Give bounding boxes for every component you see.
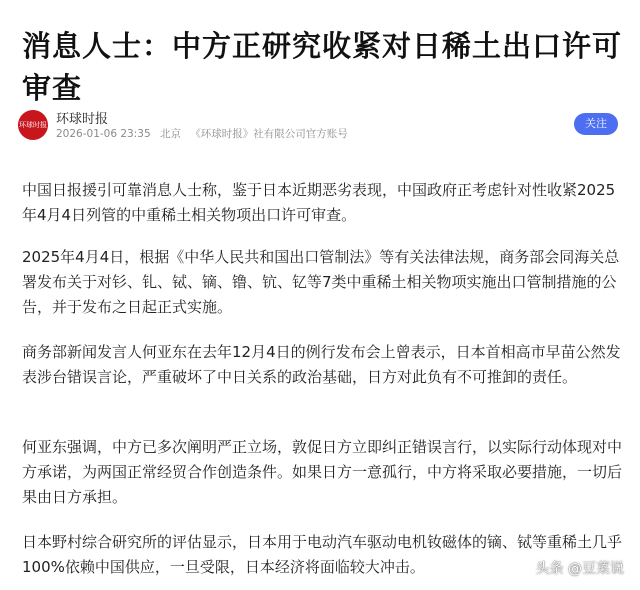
avatar[interactable]: 环球时报 <box>18 110 48 140</box>
author-name[interactable]: 环球时报 <box>56 112 109 127</box>
source-account: 《环球时报》社有限公司官方账号 <box>190 128 348 140</box>
publish-date: 2026-01-06 23:35 <box>56 128 151 140</box>
publish-location: 北京 <box>159 128 181 140</box>
follow-button[interactable]: 关注 <box>574 113 618 135</box>
paragraph-1: 中国日报援引可靠消息人士称，鉴于日本近期恶劣表现，中国政府正考虑针对性收紧2025年4月4日列管的中重稀土相关物项出口许可审查。 <box>22 181 616 224</box>
paragraph-4: 何亚东强调，中方已多次阐明严正立场，敦促日方立即纠正错误言行，以实际行动体现对中方承诺，为两国正常经贸合作创造条件。如果日方一意孤行，中方将采取必要措施，一切后果由日方承担。 <box>22 438 623 506</box>
article-title: 消息人士：中方正研究收紧对日稀土出口许可审查 <box>22 29 623 106</box>
article-meta <box>56 126 354 141</box>
paragraph-3: 商务部新闻发言人何亚东在去年12月4日的例行发布会上曾表示，日本首相高市早苗公然发表涉台错误言论，严重破坏了中日关系的政治基础，日方对此负有不可推卸的责任。 <box>22 343 621 386</box>
paragraph-2: 2025年4月4日，根据《中华人民共和国出口管制法》等有关法律法规，商务部会同海关总署发布关于对钐、钆、铽、镝、镥、钪、钇等7类中重稀土相关物项实施出口管制措施的公告，并于发布之日起正式实施。 <box>22 248 620 316</box>
watermark: 头条 @豆菜说 <box>534 558 626 578</box>
paragraph-5: 日本野村综合研究所的评估显示，日本用于电动汽车驱动电机钕磁体的镝、铽等重稀土几乎100%依赖中国供应，一旦受限，日本经济将面临较大冲击。 <box>22 533 623 576</box>
author-row <box>18 110 622 144</box>
